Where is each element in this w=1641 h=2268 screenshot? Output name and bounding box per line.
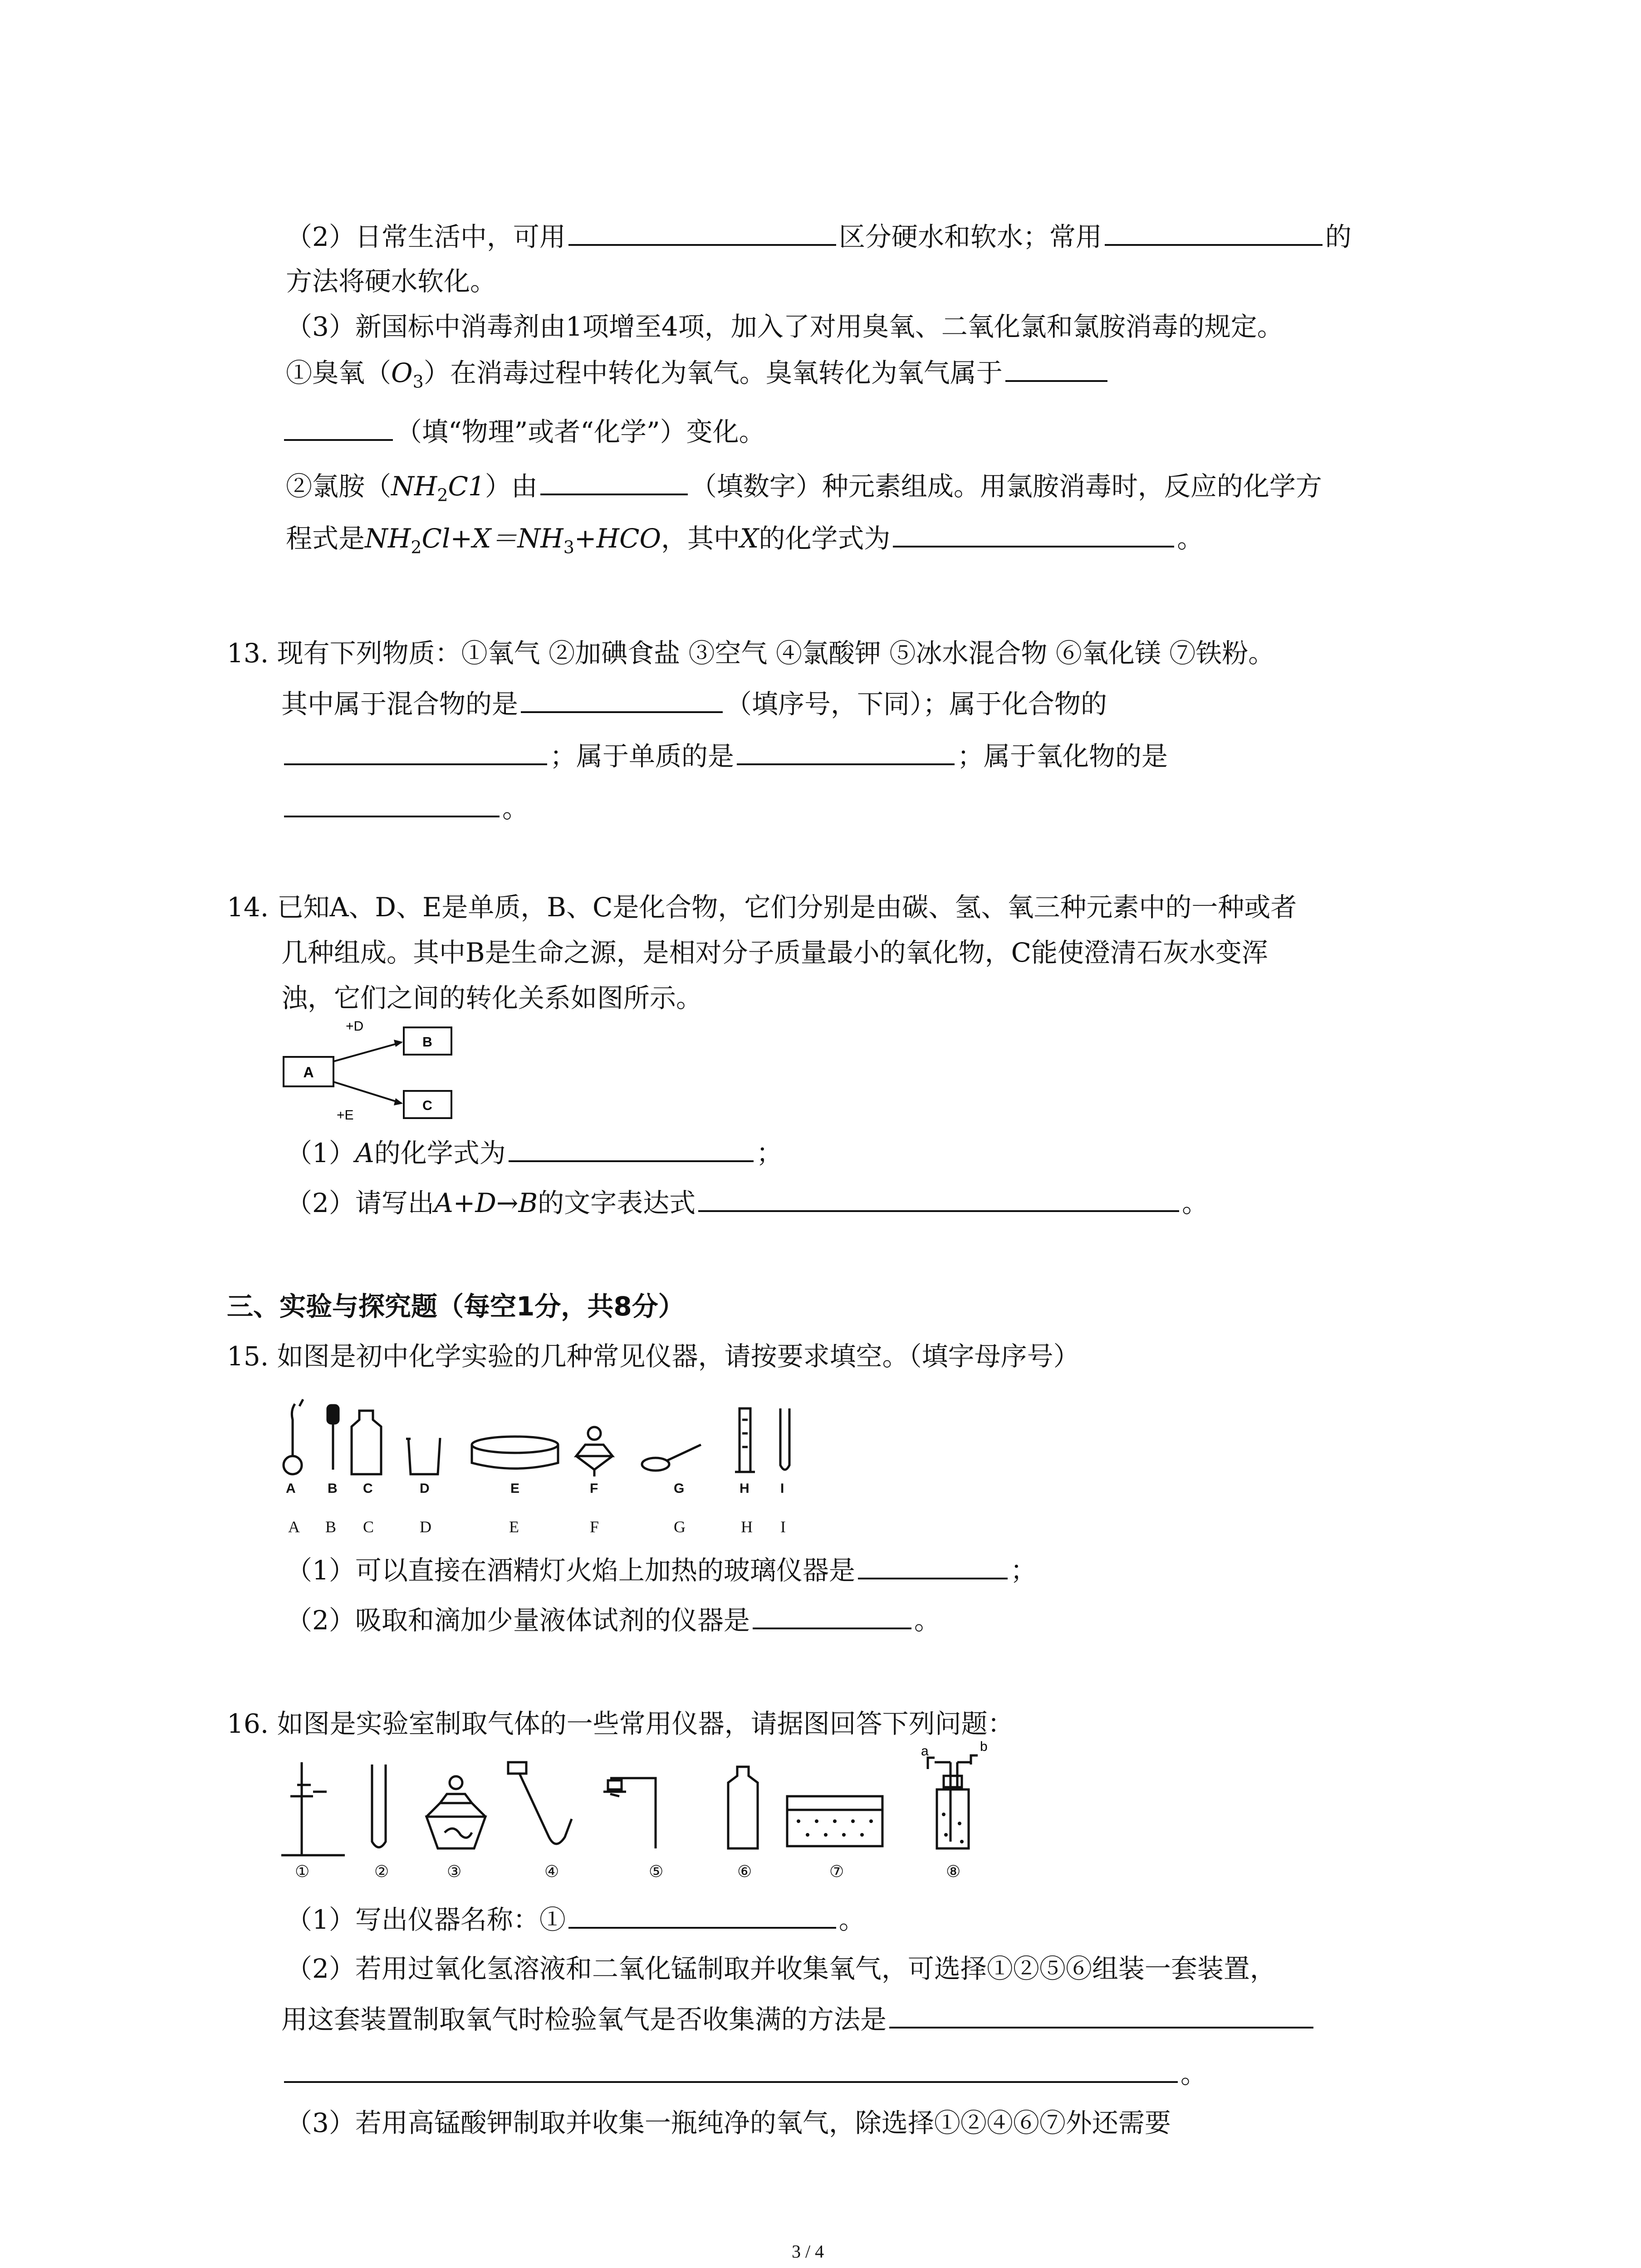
img-label-f: F — [590, 1481, 598, 1496]
img-label-h: H — [740, 1481, 749, 1496]
q15-line1: 15. 如图是初中化学实验的几种常见仪器，请按要求填空。（填字母序号） — [227, 1341, 1080, 1372]
apparatus-label-2: ② — [374, 1862, 389, 1881]
q14-line3: 浊，它们之间的转化关系如图所示。 — [281, 982, 703, 1013]
q14-line2: 几种组成。其中B是生命之源，是相对分子质量最小的氧化物，C能使澄清石灰水变浑 — [281, 937, 1269, 968]
caption-d: D — [420, 1518, 431, 1536]
a-formula-blank[interactable] — [509, 1134, 754, 1162]
q16-sub2-line2: 用这套装置制取氧气时检验氧气是否收集满的方法是 — [281, 2000, 1316, 2037]
oxygen-full-check-blank-a[interactable] — [889, 2000, 1313, 2028]
port-b-label: b — [980, 1739, 988, 1754]
element-count-blank[interactable] — [540, 467, 688, 495]
graduated-cylinder-icon — [735, 1408, 755, 1472]
alcohol-lamp-icon — [426, 1776, 485, 1848]
q12-part3-intro: （3）新国标中消毒剂由1项增至4项，加入了对用臭氧、二氧化氯和氯胺消毒的规定。 — [286, 311, 1283, 342]
caption-g: G — [674, 1518, 686, 1536]
apparatus-label-3: ③ — [447, 1862, 462, 1881]
x-formula-blank[interactable] — [893, 519, 1174, 547]
mixture-blank[interactable] — [521, 685, 723, 713]
apparatus-label-8: ⑧ — [946, 1862, 961, 1881]
q13-line1: 13. 现有下列物质：①氧气 ②加碘食盐 ③空气 ④氯酸钾 ⑤冰水混合物 ⑥氧化镁 ⑦铁粉。 — [227, 638, 1275, 669]
instrument-f-icon — [576, 1427, 612, 1476]
img-label-d: D — [420, 1481, 430, 1496]
box-c — [404, 1091, 451, 1118]
apparatus-label-4: ④ — [544, 1862, 559, 1881]
q12-part2-line2: 方法将硬水软化。 — [286, 266, 497, 297]
apparatus-label-6: ⑥ — [737, 1862, 752, 1881]
q13-line3: ；属于单质的是 ；属于氧化物的是 — [281, 737, 1168, 773]
reagent-bottle-icon — [352, 1411, 381, 1474]
q14-sub1: （1）A的化学式为 ； — [286, 1134, 783, 1170]
q16-sub1: （1）写出仪器名称：① 。 — [286, 1901, 865, 1937]
q12-equation-line: 程式是$NH_2Cl+X=NH_3+HCO$，其中X的化学式为 。 — [286, 519, 1203, 556]
q14-sub2: （2）请写出A+D→B的文字表达式 。 — [286, 1184, 1208, 1220]
stopper-delivery-tube-icon — [603, 1778, 656, 1848]
q16-sub2-line3: 。 — [281, 2055, 1207, 2091]
arrow-a-to-c — [333, 1082, 402, 1103]
element-substance-blank[interactable] — [737, 737, 955, 765]
q12-chloramine-line: ②氯胺$(NH_2C1)$由 （填数字）种元素组成。用氯胺消毒时，反应的化学方 — [286, 467, 1322, 503]
q15-sub1: （1）可以直接在酒精灯火焰上加热的玻璃仪器是 ； — [286, 1551, 1037, 1588]
caption-f: F — [590, 1518, 599, 1536]
heatable-glass-blank[interactable] — [858, 1551, 1008, 1579]
oxygen-full-check-blank-b[interactable] — [284, 2055, 1178, 2083]
q13-line2: 其中属于混合物的是 （填序号，下同）；属于化合物的 — [281, 685, 1107, 721]
svg-text:C: C — [422, 1098, 432, 1113]
caption-h: H — [741, 1518, 753, 1536]
dropper-icon — [328, 1405, 338, 1470]
stopper-tube-icon — [508, 1762, 572, 1844]
img-label-e: E — [510, 1481, 520, 1496]
label-plus-e: +E — [337, 1108, 354, 1123]
arrowhead-b — [394, 1040, 403, 1047]
box-b — [404, 1027, 451, 1055]
test-tube-icon — [372, 1765, 386, 1848]
section3-title: 三、实验与探究题（每空1分，共8分） — [227, 1291, 685, 1322]
iron-stand-icon — [281, 1762, 345, 1855]
caption-b: B — [325, 1518, 337, 1536]
instrument-a-icon — [284, 1399, 303, 1474]
arrow-a-to-b — [333, 1042, 402, 1061]
apparatus-label-7: ⑦ — [829, 1862, 844, 1881]
box-a — [284, 1057, 333, 1086]
q13-line4: 。 — [281, 789, 529, 826]
caption-a: A — [288, 1518, 300, 1536]
page-number: 3 / 4 — [792, 2241, 824, 2262]
apparatus-label-1: ① — [295, 1862, 310, 1881]
q12-ozone-line2: （填“物理”或者“化学”）变化。 — [281, 413, 765, 449]
svg-text:B: B — [422, 1035, 432, 1050]
img-label-a: A — [286, 1481, 296, 1496]
ozone-change-blank-a[interactable] — [1005, 354, 1107, 382]
gas-washing-bottle-icon — [928, 1755, 978, 1848]
evaporating-dish-icon — [472, 1437, 558, 1469]
compound-blank[interactable] — [284, 737, 547, 765]
port-a-label: a — [921, 1744, 929, 1759]
q12-part2-line1: （2）日常生活中，可用 区分硬水和软水；常用 的 — [286, 218, 1352, 254]
trough-water-dots — [797, 1813, 964, 1843]
img-label-b: B — [328, 1481, 338, 1496]
svg-text:A: A — [303, 1064, 314, 1080]
q16-sub2-line1: （2）若用过氧化氢溶液和二氧化锰制取并收集氧气，可选择①②⑤⑥组装一套装置， — [286, 1953, 1276, 1984]
oxide-blank[interactable] — [284, 789, 500, 817]
ozone-change-blank-b[interactable] — [284, 413, 393, 441]
word-equation-blank[interactable] — [698, 1184, 1179, 1212]
caption-c: C — [363, 1518, 374, 1536]
q12-ozone-line: ①臭氧$(O_3)$在消毒过程中转化为氧气。臭氧转化为氧气属于 — [286, 354, 1110, 390]
q15-sub2: （2）吸取和滴加少量液体试剂的仪器是 。 — [286, 1601, 941, 1637]
test-tube-icon — [780, 1408, 789, 1470]
water-trough-icon — [787, 1796, 882, 1846]
beaker-icon — [406, 1438, 440, 1474]
img-label-c: C — [363, 1481, 373, 1496]
caption-e: E — [509, 1518, 519, 1536]
img-label-g: G — [674, 1481, 685, 1496]
arrowhead-c — [394, 1098, 403, 1105]
q14-line1: 14. 已知A、D、E是单质，B、C是化合物，它们分别是由碳、氢、氧三种元素中的一种或者 — [227, 892, 1297, 923]
q16-line1: 16. 如图是实验室制取气体的一些常用仪器，请据图回答下列问题： — [227, 1708, 1014, 1739]
label-plus-d: +D — [346, 1019, 364, 1034]
q16-sub3: （3）若用高锰酸钾制取并收集一瓶纯净的氧气，除选择①②④⑥⑦外还需要 — [286, 2107, 1171, 2138]
collecting-bottle-icon — [728, 1767, 758, 1848]
instrument-name-blank[interactable] — [568, 1901, 836, 1929]
hard-soft-water-blank[interactable] — [568, 218, 836, 246]
caption-i: I — [780, 1518, 786, 1536]
dropper-blank[interactable] — [753, 1601, 911, 1629]
apparatus-label-5: ⑤ — [649, 1862, 664, 1881]
spoon-icon — [642, 1445, 701, 1471]
softening-method-blank[interactable] — [1105, 218, 1323, 246]
img-label-i: I — [780, 1481, 784, 1496]
